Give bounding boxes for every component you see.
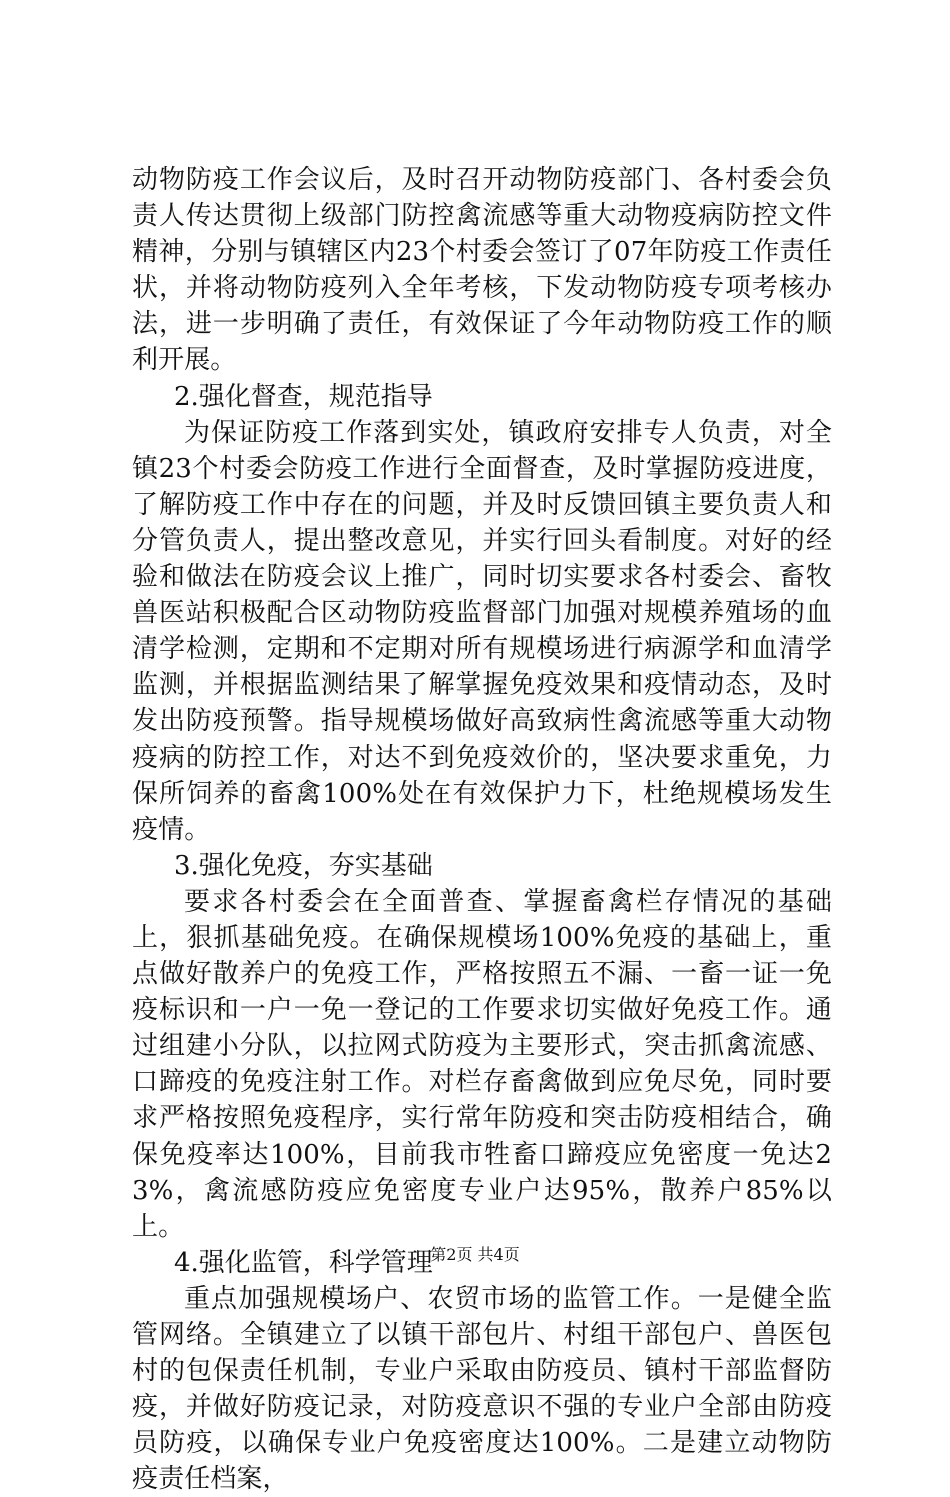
section-heading-4: 4.强化监管，科学管理	[174, 1247, 433, 1278]
paragraph-regulation: 重点加强规模场户、农贸市场的监管工作。一是健全监管网络。全镇建立了以镇干部包片、村组干部包户、兽医包村的包保责任机制，专业户采取由防疫员、镇村干部监督防疫，并做好防疫记录，对防疫意识不强的专业户全部由防疫员防疫，以确保专业户免疫密度达100%。二是建立动物防疫责任档案，	[132, 1283, 832, 1495]
paragraph-immunization: 要求各村委会在全面普查、掌握畜禽栏存情况的基础上，狠抓基础免疫。在确保规模场100%免疫的基础上，重点做好散养户的免疫工作，严格按照五不漏、一畜一证一免疫标识和一户一免一登记的工作要求切实做好免疫工作。通过组建小分队，以拉网式防疫为主要形式，突击抓禽流感、口蹄疫的免疫注射工作。对栏存畜禽做到应免尽免，同时要求严格按照免疫程序，实行常年防疫和突击防疫相结合，确保免疫率达100%，目前我市牲畜口蹄疫应免密度一免达23%，禽流感防疫应免密度专业户达95%，散养户85%以上。	[132, 886, 832, 1242]
paragraph-supervision: 为保证防疫工作落到实处，镇政府安排专人负责，对全镇23个村委会防疫工作进行全面督查，及时掌握防疫进度，了解防疫工作中存在的问题，并及时反馈回镇主要负责人和分管负责人，提出整改意见，并实行回头看制度。对好的经验和做法在防疫会议上推广，同时切实要求各村委会、畜牧兽医站积极配合区动物防疫监督部门加强对规模养殖场的血清学检测，定期和不定期对所有规模场进行病源学和血清学监测，并根据监测结果了解掌握免疫效果和疫情动态，及时发出防疫预警。指导规模场做好高致病性禽流感等重大动物疫病的防控工作，对达不到免疫效价的，坚决要求重免，力保所饲养的畜禽100%处在有效保护力下，杜绝规模场发生疫情。	[132, 417, 832, 845]
document-body	[132, 162, 832, 1497]
paragraph-continuation: 动物防疫工作会议后，及时召开动物防疫部门、各村委会负责人传达贯彻上级部门防控禽流感等重大动物疫病防控文件精神，分别与镇辖区内23个村委会签订了07年防疫工作责任状，并将动物防疫列入全年考核，下发动物防疫专项考核办法，进一步明确了责任，有效保证了今年动物防疫工作的顺利开展。	[132, 165, 832, 376]
page-footer: 第2页 共4页	[430, 1245, 520, 1264]
section-heading-2: 2.强化督查，规范指导	[174, 381, 433, 412]
section-heading-3: 3.强化免疫，夯实基础	[174, 850, 433, 881]
